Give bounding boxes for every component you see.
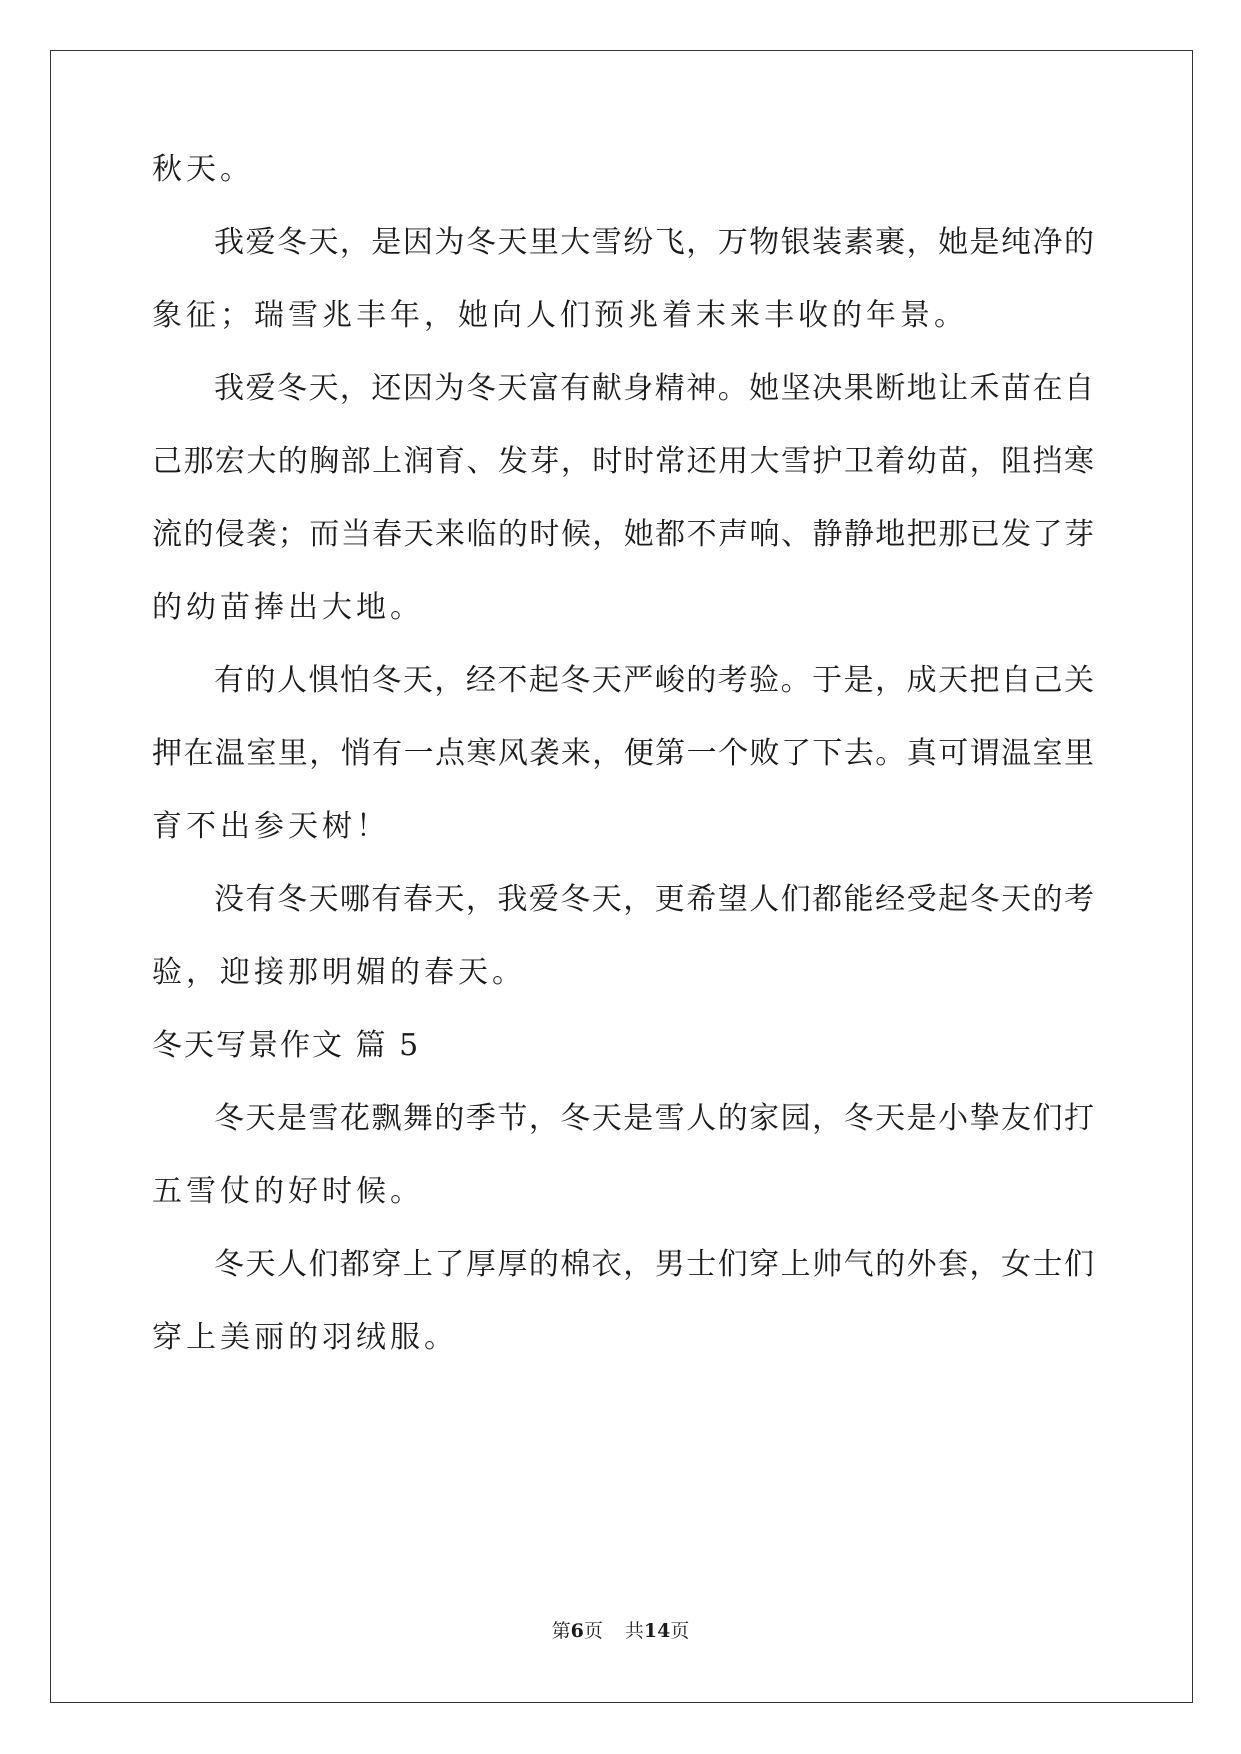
footer-page-suffix: 页 bbox=[583, 1620, 603, 1642]
paragraph-line: 我爱冬天，是因为冬天里大雪纷飞，万物银装素裹，她是纯净的 bbox=[214, 225, 1094, 260]
text-line: 育不出参天树！ bbox=[152, 809, 390, 844]
footer-prefix: 第 bbox=[551, 1620, 571, 1642]
paragraph-line: 没有冬天哪有春天，我爱冬天，更希望人们都能经受起冬天的考 bbox=[214, 882, 1094, 917]
section-heading: 冬天写景作文 篇 5 bbox=[152, 1028, 421, 1063]
text-line: 押在温室里，悄有一点寒风袭来，便第一个败了下去。真可谓温室里 bbox=[152, 736, 1094, 771]
footer-total-pages: 14 bbox=[643, 1620, 671, 1642]
text-line: 流的侵袭；而当春天来临的时候，她都不声响、静静地把那已发了芽 bbox=[152, 517, 1094, 552]
text-line: 己那宏大的胸部上润育、发芽，时时常还用大雪护卫着幼苗，阻挡寒 bbox=[152, 444, 1094, 479]
paragraph-line: 冬天是雪花飘舞的季节，冬天是雪人的家园，冬天是小挚友们打 bbox=[214, 1101, 1094, 1136]
text-line: 象征；瑞雪兆丰年，她向人们预兆着末来丰收的年景。 bbox=[152, 298, 968, 333]
text-line: 五雪仗的好时候。 bbox=[152, 1174, 424, 1209]
footer-page-number: 6 bbox=[570, 1620, 584, 1642]
paragraph-line: 我爱冬天，还因为冬天富有献身精神。她坚决果断地让禾苗在自 bbox=[214, 371, 1094, 406]
text-line: 秋天。 bbox=[152, 152, 254, 187]
text-line: 验，迎接那明媚的春天。 bbox=[152, 955, 526, 990]
paragraph-line: 有的人惧怕冬天，经不起冬天严峻的考验。于是，成天把自己关 bbox=[214, 663, 1094, 698]
page-footer bbox=[0, 1619, 1241, 1643]
footer-total-prefix: 共 bbox=[624, 1620, 644, 1642]
text-line: 穿上美丽的羽绒服。 bbox=[152, 1320, 458, 1355]
text-line: 的幼苗捧出大地。 bbox=[152, 590, 424, 625]
paragraph-line: 冬天人们都穿上了厚厚的棉衣，男士们穿上帅气的外套，女士们 bbox=[214, 1247, 1094, 1282]
footer-total-suffix: 页 bbox=[670, 1620, 690, 1642]
